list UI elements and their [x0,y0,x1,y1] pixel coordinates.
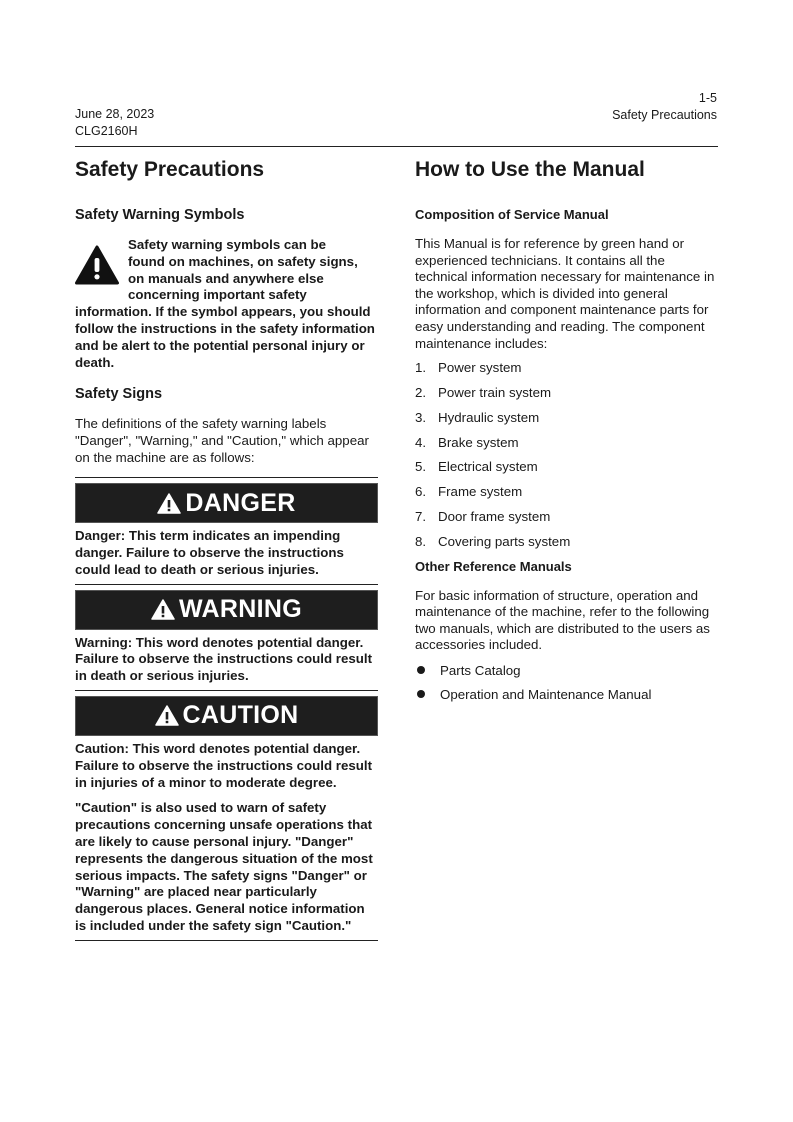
list-item: Operation and Maintenance Manual [415,686,718,703]
divider [75,940,378,941]
caution-alert-icon [155,705,179,726]
right-column [415,156,718,710]
signs-heading: Safety Signs [75,386,163,403]
bullet-icon [417,690,425,698]
header-section: Safety Precautions [612,107,717,122]
caution-text: Caution: This word denotes potential danger. Failure to observe the instructions could result in injuries of a minor to moderate degree. [75,740,373,790]
warning-symbol-block [75,237,378,371]
other-manuals-heading: Other Reference Manuals [415,558,572,574]
list-item: Parts Catalog [415,662,718,679]
caution-note: "Caution" is also used to warn of safety precautions concerning unsafe operations that are likely to cause personal injury. "Danger" represents the dangerous situation of the most serious impacts. The safety signs "Danger" or "Warning" are placed near particularly dangerous places. General notice information is included under the safety sign "Caution." [75,800,373,933]
bullet-icon [417,666,425,674]
symbols-intro-line-4: concerning important safety [128,287,307,303]
list-item: 4. Brake system [415,434,519,450]
other-manuals-text: For basic information of structure, operation and maintenance of the machine, refer to the following two manuals, which are distributed to the users as accessories included. [415,587,710,653]
page-number: 1-5 [698,91,717,105]
symbols-intro-line-3: on manuals and anywhere else [128,270,324,286]
header-model: CLG2160H [75,123,138,138]
list-item: 7. Door frame system [415,508,551,524]
list-item: 6. Frame system [415,484,523,500]
symbols-intro-line-2: found on machines, on safety signs, [128,253,358,269]
divider [75,584,378,585]
manual-list [415,662,718,703]
danger-alert-icon [157,493,181,514]
warning-sign [75,590,378,630]
caution-label: CAUTION [182,701,299,730]
warning-label: WARNING [179,595,302,624]
divider [75,690,378,691]
list-item: 3. Hydraulic system [415,409,540,425]
composition-text: This Manual is for reference by green hand or experienced technicians. It contains all the technical information necessary for maintenance in the workshop, which is divided into general information and component maintenance parts for easy understanding and reading. The component maintenance includes: [415,236,715,351]
left-column [75,156,378,941]
symbols-heading: Safety Warning Symbols [75,207,245,223]
warning-alert-icon [151,599,175,620]
warning-text: Warning: This word denotes potential danger. Failure to observe the instructions could result in death or serious injuries. [75,634,373,684]
manual-title: How to Use the Manual [415,158,645,181]
list-item: 5. Electrical system [415,459,538,475]
header-divider [75,146,718,147]
list-item: 1. Power system [415,360,522,376]
page-title: Safety Precautions [75,158,265,181]
header-right [612,90,717,123]
symbols-intro-continuation: information. If the symbol appears, you should follow the instructions in the safety information and be alert to the potential personal injury or death. [75,304,375,370]
component-list [415,359,718,550]
caution-sign [75,696,378,736]
warning-triangle-icon [75,245,119,285]
danger-label: DANGER [185,488,296,517]
header-left [75,106,154,139]
list-item: 8. Covering parts system [415,533,571,549]
danger-text: Danger: This term indicates an impending danger. Failure to observe the instructions could lead to death or serious injuries. [75,528,344,577]
danger-sign [75,483,378,523]
symbols-intro-line-1: Safety warning symbols can be [128,237,327,252]
composition-heading: Composition of Service Manual [415,207,609,222]
signs-intro: The definitions of the safety warning labels "Danger", "Warning," and "Caution," which appear on the machine are as follows: [75,416,369,465]
divider [75,477,378,478]
list-item: 2. Power train system [415,384,552,400]
header-date: June 28, 2023 [75,107,155,121]
